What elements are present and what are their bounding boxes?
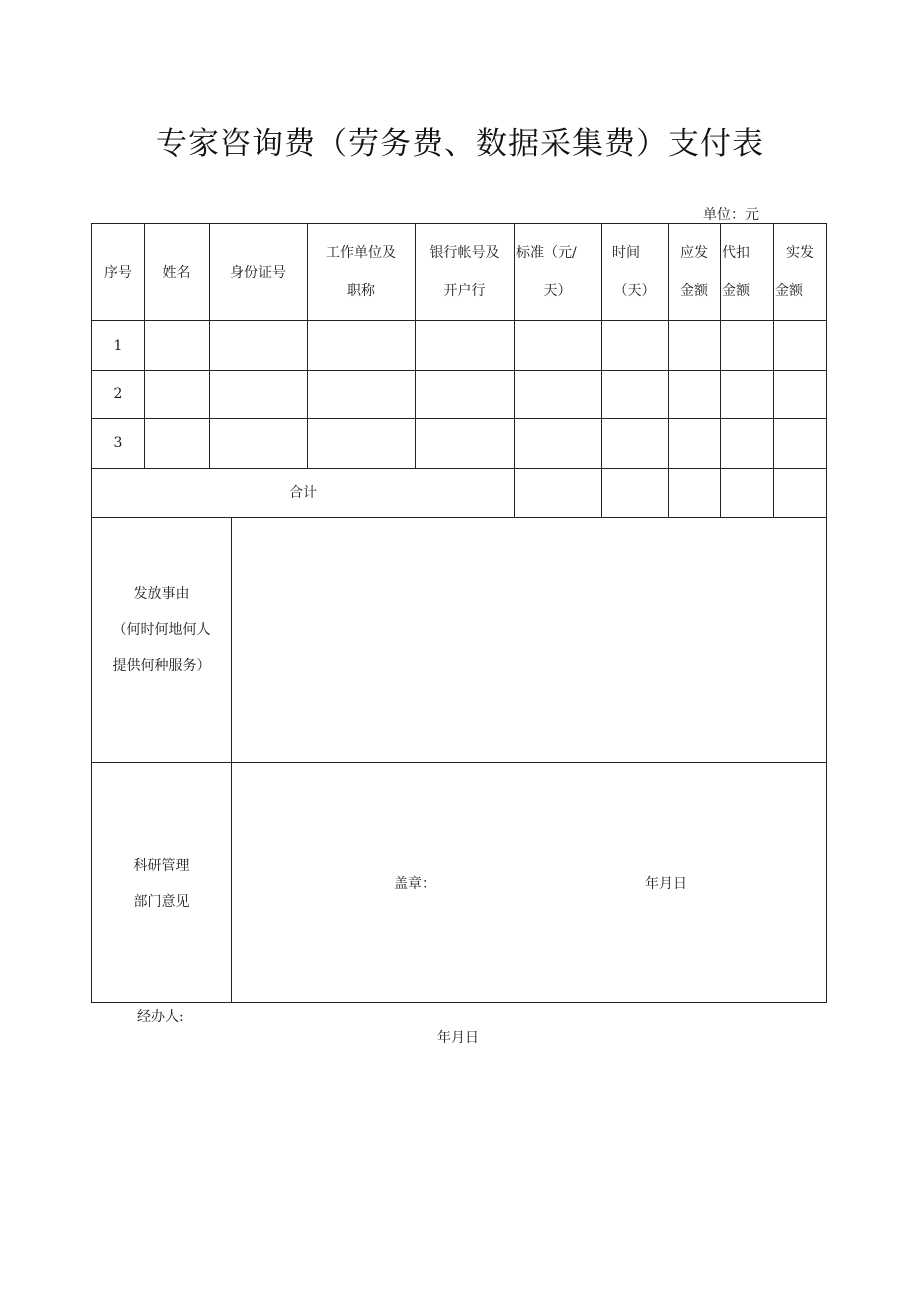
dept-date-label: 年月日: [645, 876, 687, 892]
header-rate-line1: 标准（元/: [516, 245, 577, 261]
header-employer-line2: 职称: [347, 283, 375, 299]
reason-line2: （何时何地何人: [112, 622, 211, 638]
row-divider: [92, 517, 826, 518]
header-payable-line2: 金额: [680, 283, 708, 299]
col-divider: [601, 224, 602, 517]
col-divider: [773, 224, 774, 517]
header-name: 姓名: [162, 265, 191, 281]
col-divider: [231, 517, 232, 1002]
total-label: 合计: [289, 485, 317, 501]
header-actual-line1: 实发: [786, 245, 814, 261]
header-bank-line1: 银行帐号及: [429, 245, 500, 261]
header-rate-line2: 天）: [543, 283, 572, 299]
header-actual-line2: 金额: [775, 283, 803, 299]
reason-line1: 发放事由: [133, 586, 190, 602]
row-2-seq: 2: [113, 386, 123, 402]
row-divider: [92, 762, 826, 763]
reason-line3: 提供何种服务）: [112, 658, 211, 674]
header-days-line2: （天）: [613, 283, 656, 299]
seal-label: 盖章：: [394, 876, 436, 892]
dept-line2: 部门意见: [133, 894, 190, 910]
dept-label: [92, 848, 231, 920]
row-divider: [92, 418, 826, 419]
header-id-number: 身份证号: [230, 265, 286, 281]
unit-label: 单位：元: [703, 207, 759, 223]
row-3-seq: 3: [113, 435, 123, 451]
row-divider: [92, 320, 826, 321]
header-withheld-line1: 代扣: [722, 245, 750, 261]
reason-label: [92, 576, 231, 684]
header-days-line1: 时间: [612, 245, 640, 261]
footer-date-label: 年月日: [437, 1030, 479, 1046]
col-divider: [514, 224, 515, 517]
payment-table: [91, 223, 827, 1003]
dept-line1: 科研管理: [133, 858, 190, 874]
header-employer-line1: 工作单位及: [326, 245, 396, 261]
handler-label: 经办人:: [137, 1009, 184, 1025]
row-1-seq: 1: [113, 338, 123, 354]
row-divider: [92, 468, 826, 469]
header-seq: 序号: [104, 265, 132, 281]
header-payable-line1: 应发: [680, 245, 708, 261]
page-title: 专家咨询费（劳务费、数据采集费）支付表: [156, 126, 764, 162]
row-divider: [92, 370, 826, 371]
header-bank-line2: 开户行: [443, 283, 486, 299]
col-divider: [720, 224, 721, 517]
header-withheld-line2: 金额: [722, 283, 750, 299]
